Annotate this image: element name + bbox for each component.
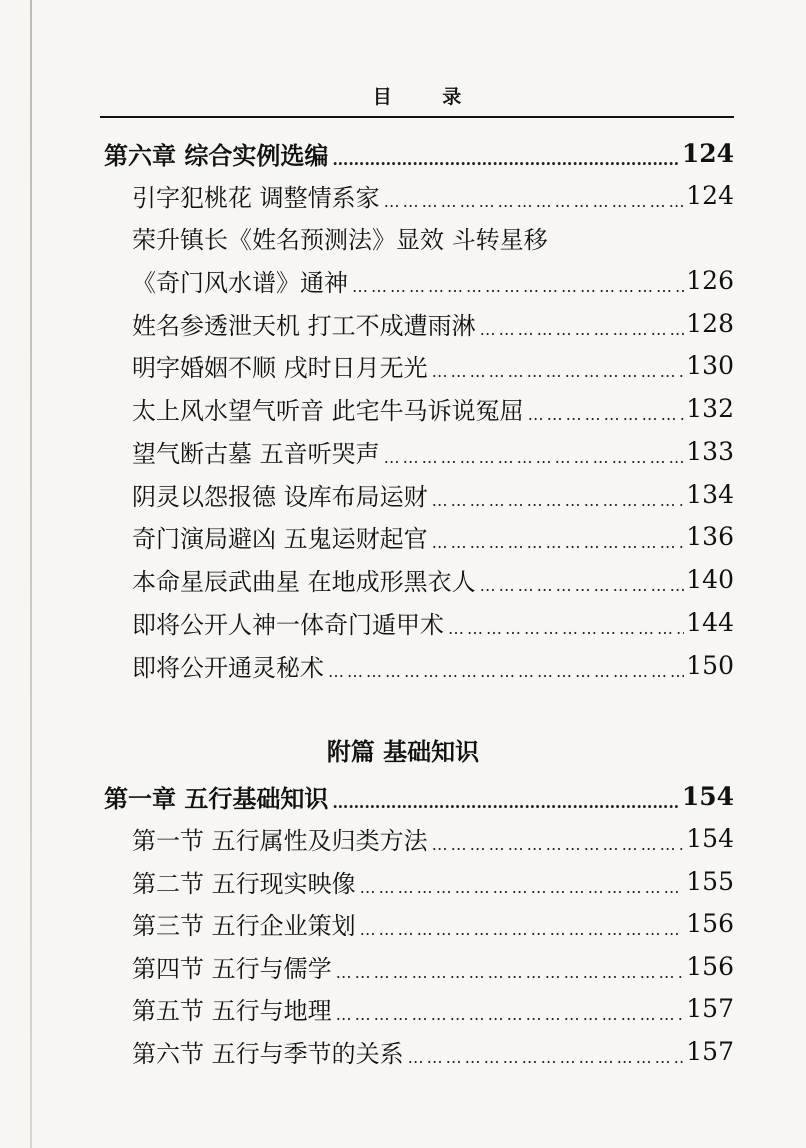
toc-section[interactable] — [132, 818, 734, 858]
toc-label: 第六章 综合实例选编 — [104, 140, 329, 170]
toc-label: 望气断古墓 五音听哭声 — [132, 439, 380, 468]
toc-page: 130 — [686, 350, 734, 380]
dot-leader — [432, 533, 685, 552]
dot-leader — [360, 878, 685, 897]
dot-leader — [480, 576, 685, 595]
toc-section[interactable] — [132, 946, 734, 986]
toc-chapter-6[interactable] — [104, 133, 734, 173]
toc-label: 《奇门风水谱》通神 — [132, 268, 348, 297]
toc-entry[interactable] — [132, 516, 734, 556]
toc-page: 156 — [686, 951, 734, 981]
dot-leader — [432, 835, 685, 854]
toc-page: 150 — [686, 650, 734, 680]
dot-leader — [360, 920, 685, 939]
toc-label: 阴灵以怨报德 设库布局运财 — [132, 482, 428, 511]
toc-entry[interactable] — [132, 217, 734, 257]
toc-entry[interactable] — [132, 602, 734, 642]
toc-label: 即将公开通灵秘术 — [132, 653, 324, 682]
toc-label: 第四节 五行与儒学 — [132, 954, 332, 983]
toc-label: 本命星辰武曲星 在地成形黑衣人 — [132, 567, 476, 596]
toc-section[interactable] — [132, 903, 734, 943]
toc-label: 明字婚姻不顺 戌时日月无光 — [132, 353, 428, 382]
toc-entry[interactable] — [132, 559, 734, 599]
dot-leader — [332, 150, 679, 169]
toc-label: 姓名参透泄天机 打工不成遭雨淋 — [132, 311, 476, 340]
dot-leader — [336, 963, 685, 982]
toc-entry[interactable] — [132, 260, 734, 300]
dot-leader — [336, 1005, 685, 1024]
toc-label: 第一节 五行属性及归类方法 — [132, 826, 428, 855]
toc-page: 124 — [686, 180, 734, 210]
toc-page: 156 — [686, 908, 734, 938]
dot-leader — [408, 1048, 685, 1067]
toc-page: 157 — [686, 993, 734, 1023]
toc-page: 140 — [686, 564, 734, 594]
toc-entry[interactable] — [132, 303, 734, 343]
toc-section[interactable] — [132, 861, 734, 901]
toc-page: 136 — [686, 521, 734, 551]
toc-label: 第五节 五行与地理 — [132, 996, 332, 1025]
toc-label: 第二节 五行现实映像 — [132, 869, 356, 898]
dot-leader — [384, 192, 685, 211]
toc-label: 太上风水望气听音 此宅牛马诉说冤屈 — [132, 396, 524, 425]
toc-page: 155 — [686, 866, 734, 896]
dot-leader — [352, 277, 684, 296]
toc-page: 126 — [686, 265, 734, 295]
toc-label: 奇门演局避凶 五鬼运财起官 — [132, 524, 428, 553]
toc-label: 第三节 五行企业策划 — [132, 911, 356, 940]
toc-section[interactable] — [132, 1031, 734, 1071]
toc-entry[interactable] — [132, 388, 734, 428]
toc-page: 134 — [686, 479, 734, 509]
toc-page: 144 — [686, 607, 734, 637]
page-header — [100, 78, 734, 118]
toc-entry[interactable] — [132, 645, 734, 685]
toc-chapter-1[interactable] — [104, 776, 734, 816]
toc-page: 124 — [681, 138, 734, 168]
toc-entry[interactable] — [132, 175, 734, 215]
toc-page: 157 — [686, 1036, 734, 1066]
dot-leader — [332, 793, 679, 812]
dot-leader — [528, 405, 685, 424]
toc-page: 154 — [686, 823, 734, 853]
toc-label: 即将公开人神一体奇门遁甲术 — [132, 610, 444, 639]
scan-edge-line — [30, 0, 32, 1148]
dot-leader — [480, 320, 685, 339]
dot-leader — [448, 619, 684, 638]
toc-page: 128 — [686, 308, 734, 338]
dot-leader — [328, 662, 684, 681]
toc-entry[interactable] — [132, 345, 734, 385]
dot-leader — [432, 362, 685, 381]
toc-label: 荣升镇长《姓名预测法》显效 斗转星移 — [132, 225, 548, 254]
appendix-title: 附篇 基础知识 — [326, 737, 480, 766]
dot-leader — [384, 448, 685, 467]
toc-label: 第一章 五行基础知识 — [104, 783, 329, 813]
toc-page: 154 — [681, 781, 734, 811]
toc-label: 引字犯桃花 调整情系家 — [132, 183, 380, 212]
toc-entry[interactable] — [132, 431, 734, 471]
toc-section[interactable] — [132, 988, 734, 1028]
toc-entry[interactable] — [132, 474, 734, 514]
toc-label: 第六节 五行与季节的关系 — [132, 1039, 404, 1068]
toc-page: 133 — [686, 436, 734, 466]
page-header-title: 目 录 — [372, 86, 484, 108]
dot-leader — [432, 491, 685, 510]
toc-page: 132 — [686, 393, 734, 423]
